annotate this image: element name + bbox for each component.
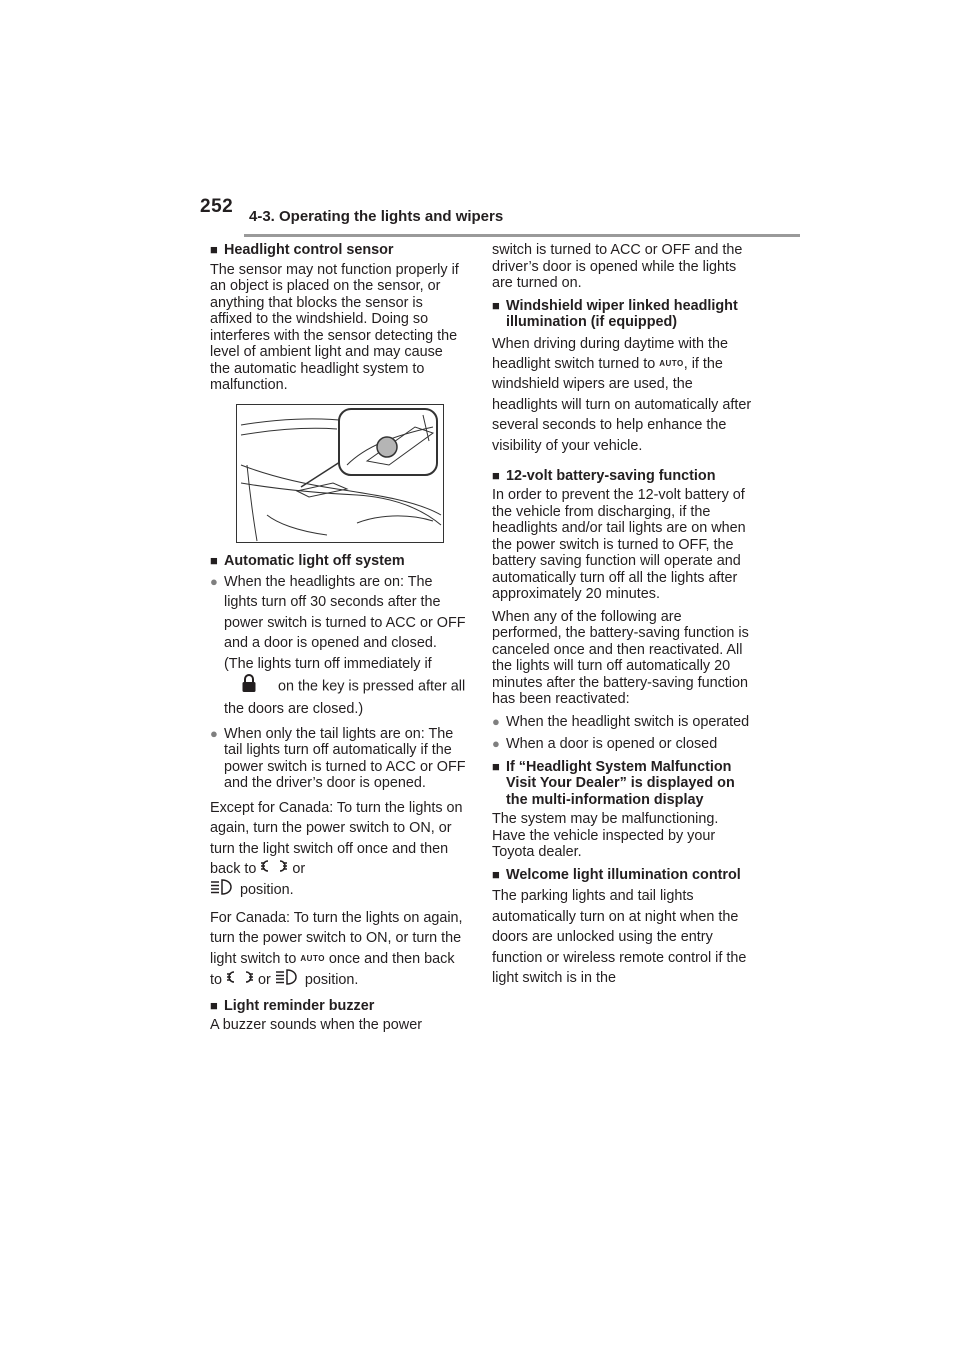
sensor-illustration [236,404,444,543]
parking-lights-icon [260,859,288,879]
heading-light-reminder-buzzer: ■ Light reminder buzzer [210,997,375,1014]
heading-wiper-linked-illumination: ■ Windshield wiper linked headlight illumination (if equipped) [492,297,738,330]
page-number: 252 [200,196,234,217]
paragraph: For Canada: To turn the lights on again, turn the power switch to ON, or turn the light switch to AUTO once and then back to or position. [210,908,466,992]
bullet-item: ● When the headlight switch is operated [492,713,750,730]
lock-icon [224,674,274,699]
header-rule [244,234,800,237]
headlight-icon [210,879,236,901]
paragraph: The parking lights and tail lights automatically turn on at night when the doors are unlocked using the entry function or wireless remote control if the light switch is in the [492,888,747,987]
paragraph: In order to prevent the 12-volt battery of the vehicle from discharging, if the headlights and/or tail lights are on when the power switch is turned to OFF, the battery saving function will operate and automatically turn off all the lights after approximately 20 minutes. [492,487,746,603]
headlight-icon [275,969,301,991]
windshield-sensor-image [237,405,443,542]
bullet-item: ● When only the tail lights are on: The tail lights turn off automatically if the power switch is turned to ACC or OFF and the driver’s door is opened. [210,725,466,792]
heading-headlight-control-sensor: ■ Headlight control sensor [210,242,394,258]
paragraph: The sensor may not function properly if an object is placed on the sensor, or anything that blocks the sensor is affixed to the windshield. Doing so interferes with the sensor detecting the level of ambient light and may cause the automatic headlight system to malfunction. [210,261,459,393]
bullet-item: ● When a door is opened or closed [492,736,718,753]
heading-automatic-light-off: ■ Automatic light off system [210,552,405,569]
heading-malfunction-message: ■ If “Headlight System Malfunction Visit Your Dealer” is displayed on the multi-information display [492,758,735,808]
paragraph: When driving during daytime with the headlight switch turned to AUTO, if the windshield wipers are used, the headlights will turn on automatically after several seconds to help enhance the visibility of your vehicle. [492,335,752,454]
paragraph: The system may be malfunctioning. Have the vehicle inspected by your Toyota dealer. [492,811,719,861]
paragraph: switch is turned to ACC or OFF and the driver’s door is opened while the lights are turned on. [492,242,743,291]
auto-icon: AUTO [300,953,325,963]
paragraph: A buzzer sounds when the power [210,1017,422,1033]
page-header [200,196,800,236]
bullet-item: ● When the headlights are on: The lights turn off 30 seconds after the power switch is turned to ACC or OFF and a door is opened and closed. (The lights turn off immediately if on the key is pressed after all the doors are closed.) [210,574,466,718]
heading-welcome-light: ■ Welcome light illumination control [492,866,741,883]
parking-lights-icon [226,970,254,990]
heading-battery-saving: ■ 12-volt battery-saving function [492,467,716,484]
right-column [492,242,752,994]
left-column [210,242,466,1040]
paragraph: When any of the following are performed, the battery-saving function is canceled once and then reactivated. All the lights will turn off automatically 20 minutes after the battery-saving function has been reactivated: [492,608,749,708]
section-title: 4-3. Operating the lights and wipers [249,208,504,225]
auto-icon: AUTO [659,358,684,368]
paragraph: Except for Canada: To turn the lights on again, turn the power switch to ON, or turn the light switch off once and then back to or position. [210,798,466,902]
